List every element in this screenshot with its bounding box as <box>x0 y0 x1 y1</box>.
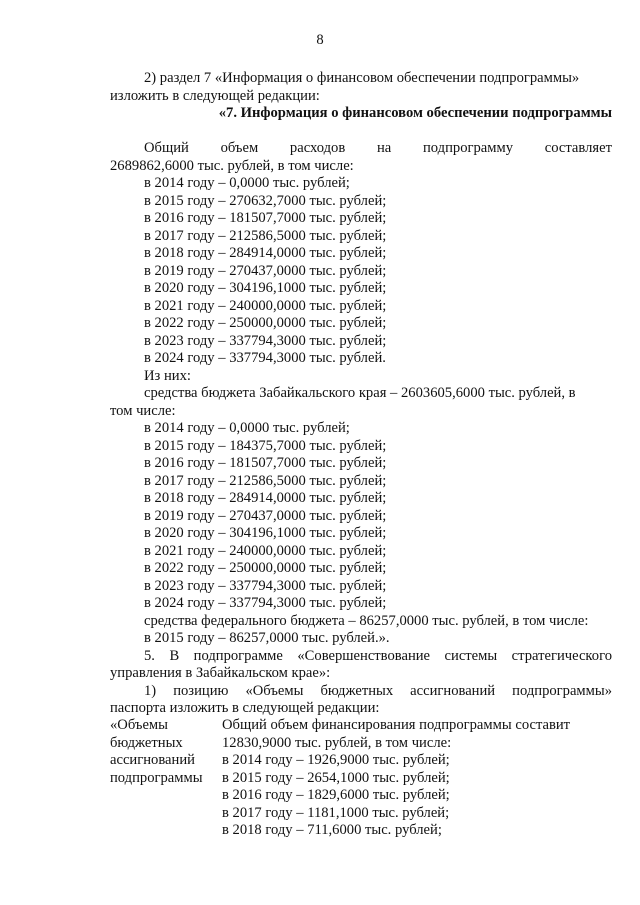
total-year-item: в 2015 году – 270632,7000 тыс. рублей; <box>144 192 387 209</box>
total-year-item: в 2022 году – 250000,0000 тыс. рублей; <box>144 315 387 331</box>
regional-year-item: в 2017 году – 212586,5000 тыс. рублей; <box>144 472 387 489</box>
total-year-list <box>110 175 612 368</box>
item-5-line-2: управления в Забайкальском крае»: <box>110 665 331 681</box>
sub-item-1-line-2: паспорта изложить в следующей редакции: <box>110 700 380 716</box>
total-year-item: в 2014 году – 0,0000 тыс. рублей; <box>144 175 350 191</box>
total-word: Общий <box>144 140 189 156</box>
section-7-heading: «7. Информация о финансовом обеспечении подпрограммы <box>218 105 612 121</box>
table-label-line: подпрограммы <box>110 769 203 786</box>
page-number: 8 <box>316 32 324 48</box>
regional-year-item: в 2024 году – 337794,3000 тыс. рублей; <box>144 595 387 611</box>
federal-budget-line-1: средства федерального бюджета – 86257,0000 тыс. рублей, в том числе: <box>144 612 589 629</box>
table-label-column <box>110 717 220 787</box>
table-year-item: в 2018 году – 711,6000 тыс. рублей; <box>222 822 442 838</box>
total-expense-line-1 <box>110 140 612 158</box>
of-them-label: Из них: <box>144 367 191 384</box>
total-year-item: в 2024 году – 337794,3000 тыс. рублей. <box>144 350 386 366</box>
total-word: объем <box>220 140 259 156</box>
regional-budget-line-1: средства бюджета Забайкальского края – 2603605,6000 тыс. рублей, в <box>144 385 576 401</box>
table-value-line-2: 12830,9000 тыс. рублей, в том числе: <box>222 734 452 751</box>
sub-item-1-line-1: 1) позицию «Объемы бюджетных ассигнований подпрограммы» <box>144 682 612 699</box>
regional-year-item: в 2019 году – 270437,0000 тыс. рублей; <box>144 507 387 524</box>
table-label-line: бюджетных <box>110 734 183 751</box>
total-expense-line-2: 2689862,6000 тыс. рублей, в том числе: <box>110 157 354 174</box>
total-year-item: в 2023 году – 337794,3000 тыс. рублей; <box>144 332 387 349</box>
item-2-line-2: изложить в следующей редакции: <box>110 87 320 104</box>
total-year-item: в 2019 году – 270437,0000 тыс. рублей; <box>144 262 387 279</box>
table-year-item: в 2015 году – 2654,1000 тыс. рублей; <box>222 769 450 786</box>
regional-year-item: в 2020 году – 304196,1000 тыс. рублей; <box>144 525 387 541</box>
regional-budget-line-2: том числе: <box>110 402 176 419</box>
regional-year-item: в 2023 году – 337794,3000 тыс. рублей; <box>144 577 387 594</box>
table-value-column <box>222 717 612 840</box>
regional-year-item: в 2021 году – 240000,0000 тыс. рублей; <box>144 542 387 559</box>
table-year-item: в 2014 году – 1926,9000 тыс. рублей; <box>222 752 450 768</box>
regional-year-item: в 2018 году – 284914,0000 тыс. рублей; <box>144 490 387 506</box>
total-year-item: в 2020 году – 304196,1000 тыс. рублей; <box>144 280 387 296</box>
total-year-item: в 2018 году – 284914,0000 тыс. рублей; <box>144 245 387 261</box>
total-year-item: в 2017 году – 212586,5000 тыс. рублей; <box>144 227 387 244</box>
item-2-line-1: 2) раздел 7 «Информация о финансовом обеспечении подпрограммы» <box>144 70 580 86</box>
regional-year-item: в 2014 году – 0,0000 тыс. рублей; <box>144 420 350 436</box>
total-word: составляет <box>544 140 612 156</box>
regional-year-item: в 2022 году – 250000,0000 тыс. рублей; <box>144 560 387 576</box>
total-word: расходов <box>289 140 346 156</box>
total-year-item: в 2016 году – 181507,7000 тыс. рублей; <box>144 210 387 226</box>
table-value-line-1: Общий объем финансирования подпрограммы составит <box>222 717 571 733</box>
table-label-line: «Объемы <box>110 717 168 733</box>
regional-year-list <box>110 420 612 613</box>
table-label-line: ассигнований <box>110 752 195 768</box>
total-word: на <box>376 140 392 156</box>
item-5-line-1: 5. В подпрограмме «Совершенствование системы стратегического <box>144 647 612 664</box>
regional-year-item: в 2016 году – 181507,7000 тыс. рублей; <box>144 455 387 471</box>
total-year-item: в 2021 году – 240000,0000 тыс. рублей; <box>144 297 387 314</box>
federal-budget-line-2: в 2015 году – 86257,0000 тыс. рублей.». <box>144 630 390 646</box>
regional-year-item: в 2015 году – 184375,7000 тыс. рублей; <box>144 437 387 454</box>
table-year-item: в 2016 году – 1829,6000 тыс. рублей; <box>222 787 450 803</box>
table-year-item: в 2017 году – 1181,1000 тыс. рублей; <box>222 804 450 821</box>
item-2-block <box>110 70 612 718</box>
total-word: подпрограмму <box>422 140 514 156</box>
